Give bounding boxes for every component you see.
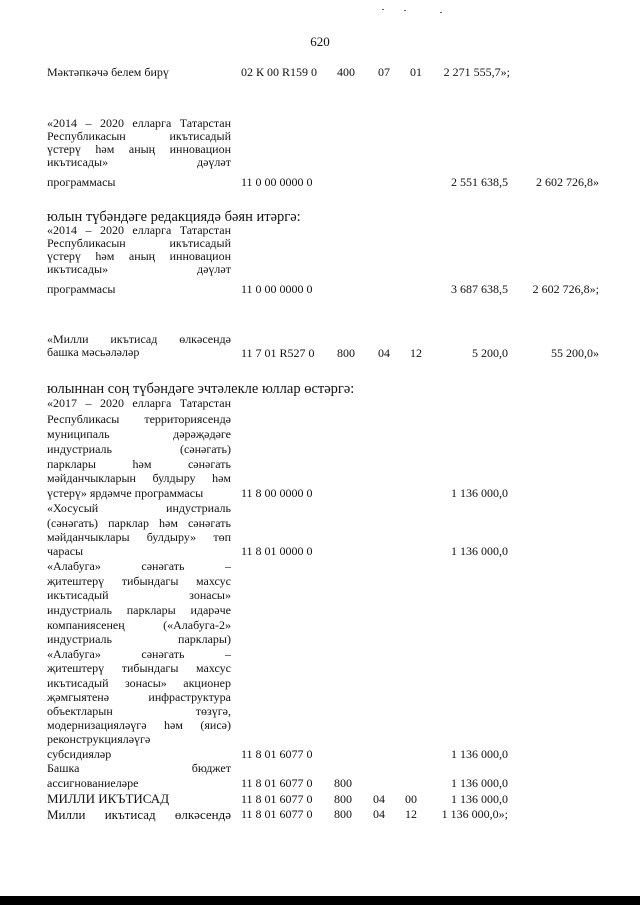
subsidy-title-line: реконструкцияләүгә: [47, 732, 151, 746]
subsidy-title-line: «Алабуга» сәнәгать –: [47, 559, 231, 573]
subsidy-title-line: компаниясенең («Алабуга-2»: [47, 618, 231, 632]
program-title-line: Республикасын икътисадый: [47, 236, 231, 250]
subsidy-title-line: объектларын төзүгә,: [47, 704, 231, 718]
subprogram-title-line: муниципаль дәрәҗәдәге: [47, 427, 231, 441]
row-code: 11 8 01 6077 0: [241, 792, 313, 806]
subprogram-title-line: мәйданчыкларын булдыру һәм: [47, 471, 231, 485]
program-title-line: «2014 – 2020 елларга Татарстан: [47, 116, 231, 130]
scan-speck: [440, 12, 442, 13]
program-title-line: икътисады» дәүләт: [47, 155, 231, 169]
row-pr: 12: [410, 346, 422, 360]
row-vr: 400: [337, 65, 355, 79]
measure-title-line: «Хосусый индустриаль: [47, 501, 231, 515]
row-pr: 01: [410, 65, 422, 79]
subsidy-title-line: модернизацияләүгә һәм (яисә): [47, 718, 231, 732]
program-title-line: үстерү һәм аның инновацион: [47, 142, 231, 156]
measure-sum: 1 136 000,0: [451, 544, 508, 558]
row-vr: 800: [337, 346, 355, 360]
subprogram-code: 11 8 00 0000 0: [241, 486, 313, 500]
program-sum-2019: 3 687 638,5: [451, 282, 508, 296]
instruction-text: юлыннан соң түбәндәге эчтәлекле юллар өстәргә:: [47, 381, 355, 397]
subsidy-sum: 1 136 000,0: [451, 747, 508, 761]
row-name: Милли икътисад өлкәсендә: [47, 807, 231, 822]
subsidy-title-line: икътисадый зонасы»: [47, 588, 231, 602]
subsidy-title-line: җәмгыятенә инфраструктура: [47, 690, 231, 704]
row-sum: 2 271 555,7»;: [443, 65, 510, 79]
budget-title-line: Башка бюджет: [47, 761, 231, 775]
measure-title-line: мәйданчыклары булдыру» төп: [47, 530, 231, 544]
page-number: 620: [310, 34, 330, 49]
subsidy-title-line: «Алабуга» сәнәгать –: [47, 647, 231, 661]
program-title-line: үстерү һәм аның инновацион: [47, 249, 231, 263]
measure-code: 11 8 01 0000 0: [241, 544, 313, 558]
subsidy-title-line: җитештерү тибындагы махсус: [47, 661, 231, 675]
measure-title-last: чарасы: [47, 544, 84, 558]
program-sum-2020: 2 602 726,8»: [536, 175, 599, 189]
subprogram-title-line: «2017 – 2020 елларга Татарстан: [47, 396, 231, 410]
subprogram-title-line: Республикасы территориясендә: [47, 412, 231, 426]
program-code: 11 0 00 0000 0: [241, 175, 313, 189]
program-code: 11 0 00 0000 0: [241, 282, 313, 296]
subsidy-code: 11 8 01 6077 0: [241, 747, 313, 761]
budget-vr: 800: [334, 776, 352, 790]
scan-edge: [0, 896, 640, 905]
row-rz: 04: [373, 792, 385, 806]
subsidy-title-line: индустриаль парклары): [47, 632, 231, 646]
budget-code: 11 8 01 6077 0: [241, 776, 313, 790]
subsidy-title-last: субсидияләр: [47, 747, 112, 761]
budget-title-last: ассигнованиеләре: [47, 776, 139, 790]
program-sum-2019: 2 551 638,5: [451, 175, 508, 189]
row-name: Мәктәпкәчә белем бирү: [47, 65, 169, 79]
row-rz: 04: [373, 807, 385, 821]
row-sum-2019: 5 200,0: [472, 346, 508, 360]
subsidy-title-line: җитештерү тибындагы махсус: [47, 574, 231, 588]
scan-speck: [382, 9, 384, 10]
row-pr: 12: [405, 807, 417, 821]
subsidy-title-line: икътисадый зонасы» акционер: [47, 676, 231, 690]
program-title-last: программасы: [47, 175, 116, 189]
budget-sum: 1 136 000,0: [451, 776, 508, 790]
row-name-line: башка мәсьәләләр: [47, 345, 140, 359]
row-code: 02 К 00 R159 0: [241, 65, 318, 79]
row-sum: 1 136 000,0»;: [441, 807, 508, 821]
row-code: 11 8 01 6077 0: [241, 807, 313, 821]
row-sum: 1 136 000,0: [451, 792, 508, 806]
row-vr: 800: [334, 792, 352, 806]
program-title-line: «2014 – 2020 елларга Татарстан: [47, 223, 231, 237]
subprogram-title-line: индустриаль (сәнәгать): [47, 442, 231, 456]
row-sum-2020: 55 200,0»: [551, 346, 599, 360]
subprogram-sum: 1 136 000,0: [451, 486, 508, 500]
subprogram-title-last: үстерү» ярдәмче программасы: [47, 486, 204, 500]
measure-title-line: (сәнәгать) парклар һәм сәнәгать: [47, 516, 231, 530]
row-rz: 04: [378, 346, 390, 360]
row-vr: 800: [334, 807, 352, 821]
program-title-last: программасы: [47, 282, 116, 296]
row-name: МИЛЛИ ИКЪТИСАД: [47, 791, 170, 806]
instruction-text: юлын түбәндәге редакциядә бәян итәргә:: [47, 209, 301, 225]
program-title-line: икътисады» дәүләт: [47, 262, 231, 276]
scan-speck: [404, 10, 406, 11]
subprogram-title-line: парклары һәм сәнәгать: [47, 457, 231, 471]
program-sum-2020: 2 602 726,8»;: [532, 282, 599, 296]
row-rz: 07: [378, 65, 390, 79]
row-name-line: «Милли икътисад өлкәсендә: [47, 332, 231, 346]
subsidy-title-line: индустриаль парклары идарәче: [47, 603, 231, 617]
row-code: 11 7 01 R527 0: [241, 346, 315, 360]
row-pr: 00: [405, 792, 417, 806]
program-title-line: Республикасын икътисадый: [47, 129, 231, 143]
